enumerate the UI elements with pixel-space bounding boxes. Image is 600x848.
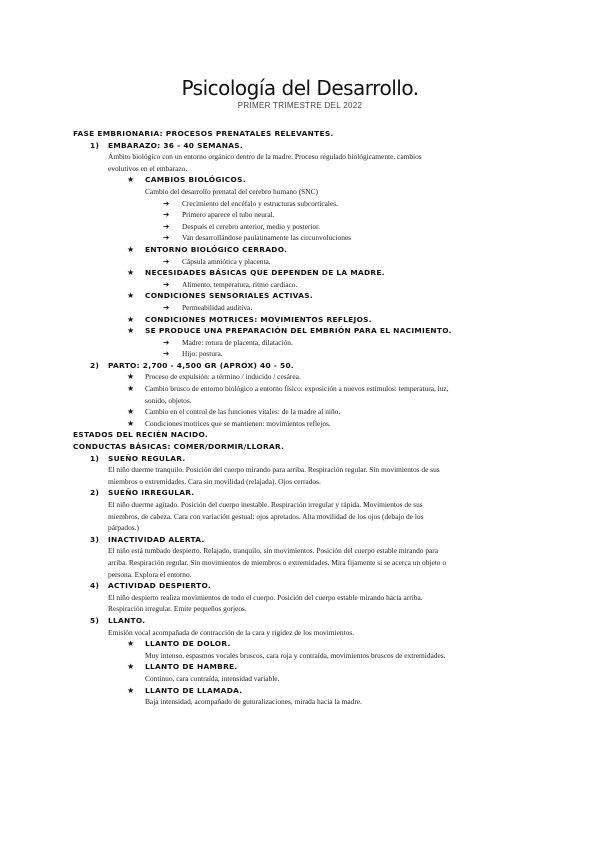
item-description: Ámbito biológico con un entorno orgánico dentro de la madre. Proceso regulado biológicamente. cambios bbox=[108, 152, 422, 162]
section-heading-row bbox=[0, 128, 600, 140]
arrow-bullet-icon: ➔ bbox=[163, 302, 170, 312]
bullet-item bbox=[0, 685, 600, 697]
bullet-title: CONDICIONES MOTRICES: MOVIMIENTOS REFLEJOS. bbox=[145, 314, 372, 324]
section-heading: CONDUCTAS BÁSICAS: COMER/DORMIR/LLORAR. bbox=[73, 442, 285, 452]
bullet-item bbox=[0, 314, 600, 326]
star-bullet-icon: ★ bbox=[127, 384, 135, 394]
bullet-title: LLANTO DE DOLOR. bbox=[145, 639, 231, 649]
item-title: SUEÑO REGULAR. bbox=[108, 453, 186, 463]
numbered-item bbox=[0, 487, 600, 499]
item-title: EMBARAZO: 36 - 40 SEMANAS. bbox=[108, 140, 243, 150]
item-title: SUEÑO IRREGULAR. bbox=[108, 488, 195, 498]
bullet-item bbox=[0, 325, 600, 337]
bullet-text: sonido, objetos. bbox=[145, 395, 192, 405]
item-description: El niño está tumbado despierto. Relajado, tranquilo, sin movimientos. Posición del cuerpo estable mirando para bbox=[108, 546, 439, 556]
bullet-title: LLANTO DE HAMBRE. bbox=[145, 662, 238, 672]
bullet-description: Continuo, cara contraída, intensidad variable. bbox=[145, 673, 280, 683]
numbered-item bbox=[0, 360, 600, 372]
arrow-bullet-icon: ➔ bbox=[163, 337, 170, 347]
sub-bullet-text: Van desarrollándose paulatinamente las circunvoluciones bbox=[182, 233, 352, 243]
item-description: Respiración irregular. Emite pequeños gorjeos. bbox=[108, 604, 247, 614]
item-description: El niño despierto realiza movimientos de todo el cuerpo. Posición del cuerpo estable mirando hacia arriba. bbox=[108, 592, 423, 602]
star-bullet-icon: ★ bbox=[127, 244, 135, 254]
bullet-title: CONDICIONES SENSORIALES ACTIVAS. bbox=[145, 291, 313, 301]
item-number: 1) bbox=[90, 453, 100, 463]
bullet-item bbox=[0, 290, 600, 302]
item-number: 2) bbox=[90, 488, 100, 498]
bullet-description: Cambio del desarrollo prenatal del cerebro humano (SNC) bbox=[145, 186, 319, 196]
item-description: El niño duerme agitado. Posición del cuerpo inestable. Respiración irregular y rápida. Movimientos de sus bbox=[108, 500, 423, 509]
star-bullet-icon: ★ bbox=[127, 372, 135, 382]
item-description: arriba. Respiración regular. Sin movimientos de miembros o extremidades. Mira fijamente si se acerca un objeto o bbox=[108, 557, 447, 567]
sub-bullet-text: Crecimiento del encéfalo y estructuras subcorticales. bbox=[182, 198, 338, 208]
page-title: Psicología del Desarrollo. bbox=[181, 76, 419, 100]
item-description: párpados.) bbox=[108, 523, 139, 533]
item-title: INACTIVIDAD ALERTA. bbox=[108, 534, 205, 544]
star-bullet-icon: ★ bbox=[127, 268, 135, 278]
numbered-item bbox=[0, 453, 600, 465]
bullet-text: Cambio brusco de entorno biológico a entorno físico: exposición a nuevos estímulos: temperatura, luz, bbox=[145, 384, 449, 394]
star-bullet-icon: ★ bbox=[127, 685, 135, 695]
numbered-item bbox=[0, 534, 600, 546]
arrow-bullet-icon: ➔ bbox=[163, 210, 170, 220]
star-bullet-icon: ★ bbox=[127, 175, 135, 185]
arrow-bullet-icon: ➔ bbox=[163, 256, 170, 266]
arrow-bullet-icon: ➔ bbox=[163, 349, 170, 359]
star-bullet-icon: ★ bbox=[127, 314, 135, 324]
item-number: 4) bbox=[90, 581, 100, 591]
bullet-description: Muy intenso, espasmos vocales bruscos, cara roja y contraída, movimientos bruscos de extremidades. bbox=[145, 650, 446, 660]
bullet-text: Condiciones motrices que se mantienen: movimientos reflejos. bbox=[145, 418, 331, 428]
star-bullet-icon: ★ bbox=[127, 326, 135, 336]
arrow-bullet-icon: ➔ bbox=[163, 198, 170, 208]
item-number: 2) bbox=[90, 360, 100, 370]
item-number: 5) bbox=[90, 615, 100, 625]
numbered-item bbox=[0, 140, 600, 152]
bullet-title: ENTORNO BIOLÓGICO CERRADO. bbox=[145, 244, 288, 254]
item-description: persona. Explora el entorno. bbox=[108, 569, 192, 579]
bullet-description: Baja intensidad, acompañado de guturalizaciones, mirada hacia la madre. bbox=[145, 697, 362, 707]
bullet-title: NECESIDADES BÁSICAS QUE DEPENDEN DE LA MADRE. bbox=[145, 268, 385, 278]
bullet-item bbox=[0, 244, 600, 256]
bullet-item bbox=[0, 638, 600, 650]
sub-bullet-text: Hijo: postura. bbox=[182, 349, 223, 359]
bullet-title: CAMBIOS BIOLÓGICOS. bbox=[145, 175, 246, 185]
item-description: miembros, de cabeza. Cara con variación gestual: ojos apretados. Alta movilidad de los ojos (debajo de los bbox=[108, 511, 424, 521]
section-heading: FASE EMBRIONARIA: PROCESOS PRENATALES RELEVANTES. bbox=[73, 129, 334, 138]
item-title: ACTIVIDAD DESPIERTO. bbox=[108, 581, 212, 591]
arrow-bullet-icon: ➔ bbox=[163, 279, 170, 289]
arrow-bullet-icon: ➔ bbox=[163, 221, 170, 231]
item-title: PARTO: 2,700 - 4,500 GR (APROX) 40 - 50. bbox=[108, 360, 295, 370]
item-title: LLANTO. bbox=[108, 615, 146, 625]
bullet-item bbox=[0, 661, 600, 673]
sub-bullet-text: Alimento, temperatura, ritmo cardiaco. bbox=[182, 279, 298, 289]
arrow-bullet-icon: ➔ bbox=[163, 233, 170, 243]
item-number: 3) bbox=[90, 534, 100, 544]
section-heading: ESTADOS DEL RECIÉN NACIDO. bbox=[73, 430, 208, 440]
star-bullet-icon: ★ bbox=[127, 639, 135, 649]
sub-bullet-text: Cápsula amniótica y placenta. bbox=[182, 256, 271, 266]
page-subtitle: PRIMER TRIMESTRE DEL 2022 bbox=[237, 101, 363, 110]
document-body bbox=[0, 128, 600, 708]
item-description: miembros o extremidades. Cara sin movilidad (relajada). Ojos cerrados. bbox=[108, 476, 321, 486]
item-description: El niño duerme tranquilo. Posición del cuerpo mirando para arriba. Respiración regular. Sin movimientos de sus bbox=[108, 465, 440, 475]
item-description: evolutivos en el embarazo. bbox=[108, 163, 188, 173]
bullet-title: LLANTO DE LLAMADA. bbox=[145, 685, 243, 695]
bullet-item bbox=[0, 174, 600, 186]
sub-bullet-text: Primero aparece el tubo neural. bbox=[182, 210, 275, 220]
star-bullet-icon: ★ bbox=[127, 418, 135, 428]
sub-bullet-text: Permeabilidad auditiva. bbox=[182, 302, 253, 312]
star-bullet-icon: ★ bbox=[127, 662, 135, 672]
numbered-item bbox=[0, 615, 600, 627]
star-bullet-icon: ★ bbox=[127, 407, 135, 417]
sub-bullet-text: Madre: rotura de placenta, dilatación. bbox=[182, 337, 293, 347]
sub-bullet-text: Después el cerebro anterior, medio y posterior. bbox=[182, 221, 321, 231]
bullet-title: SE PRODUCE UNA PREPARACIÓN DEL EMBRIÓN PARA EL NACIMIENTO. bbox=[145, 326, 452, 336]
star-bullet-icon: ★ bbox=[127, 291, 135, 301]
numbered-item bbox=[0, 580, 600, 592]
bullet-text: Proceso de expulsión: a término / inducido / cesárea. bbox=[145, 372, 301, 382]
bullet-item bbox=[0, 267, 600, 279]
item-number: 1) bbox=[90, 140, 100, 150]
bullet-text: Cambio en el control de las funciones vitales: de la madre al niño. bbox=[145, 407, 341, 417]
item-description: Emisión vocal acompañada de contracción de la cara y rigidez de los movimientos. bbox=[108, 627, 355, 637]
